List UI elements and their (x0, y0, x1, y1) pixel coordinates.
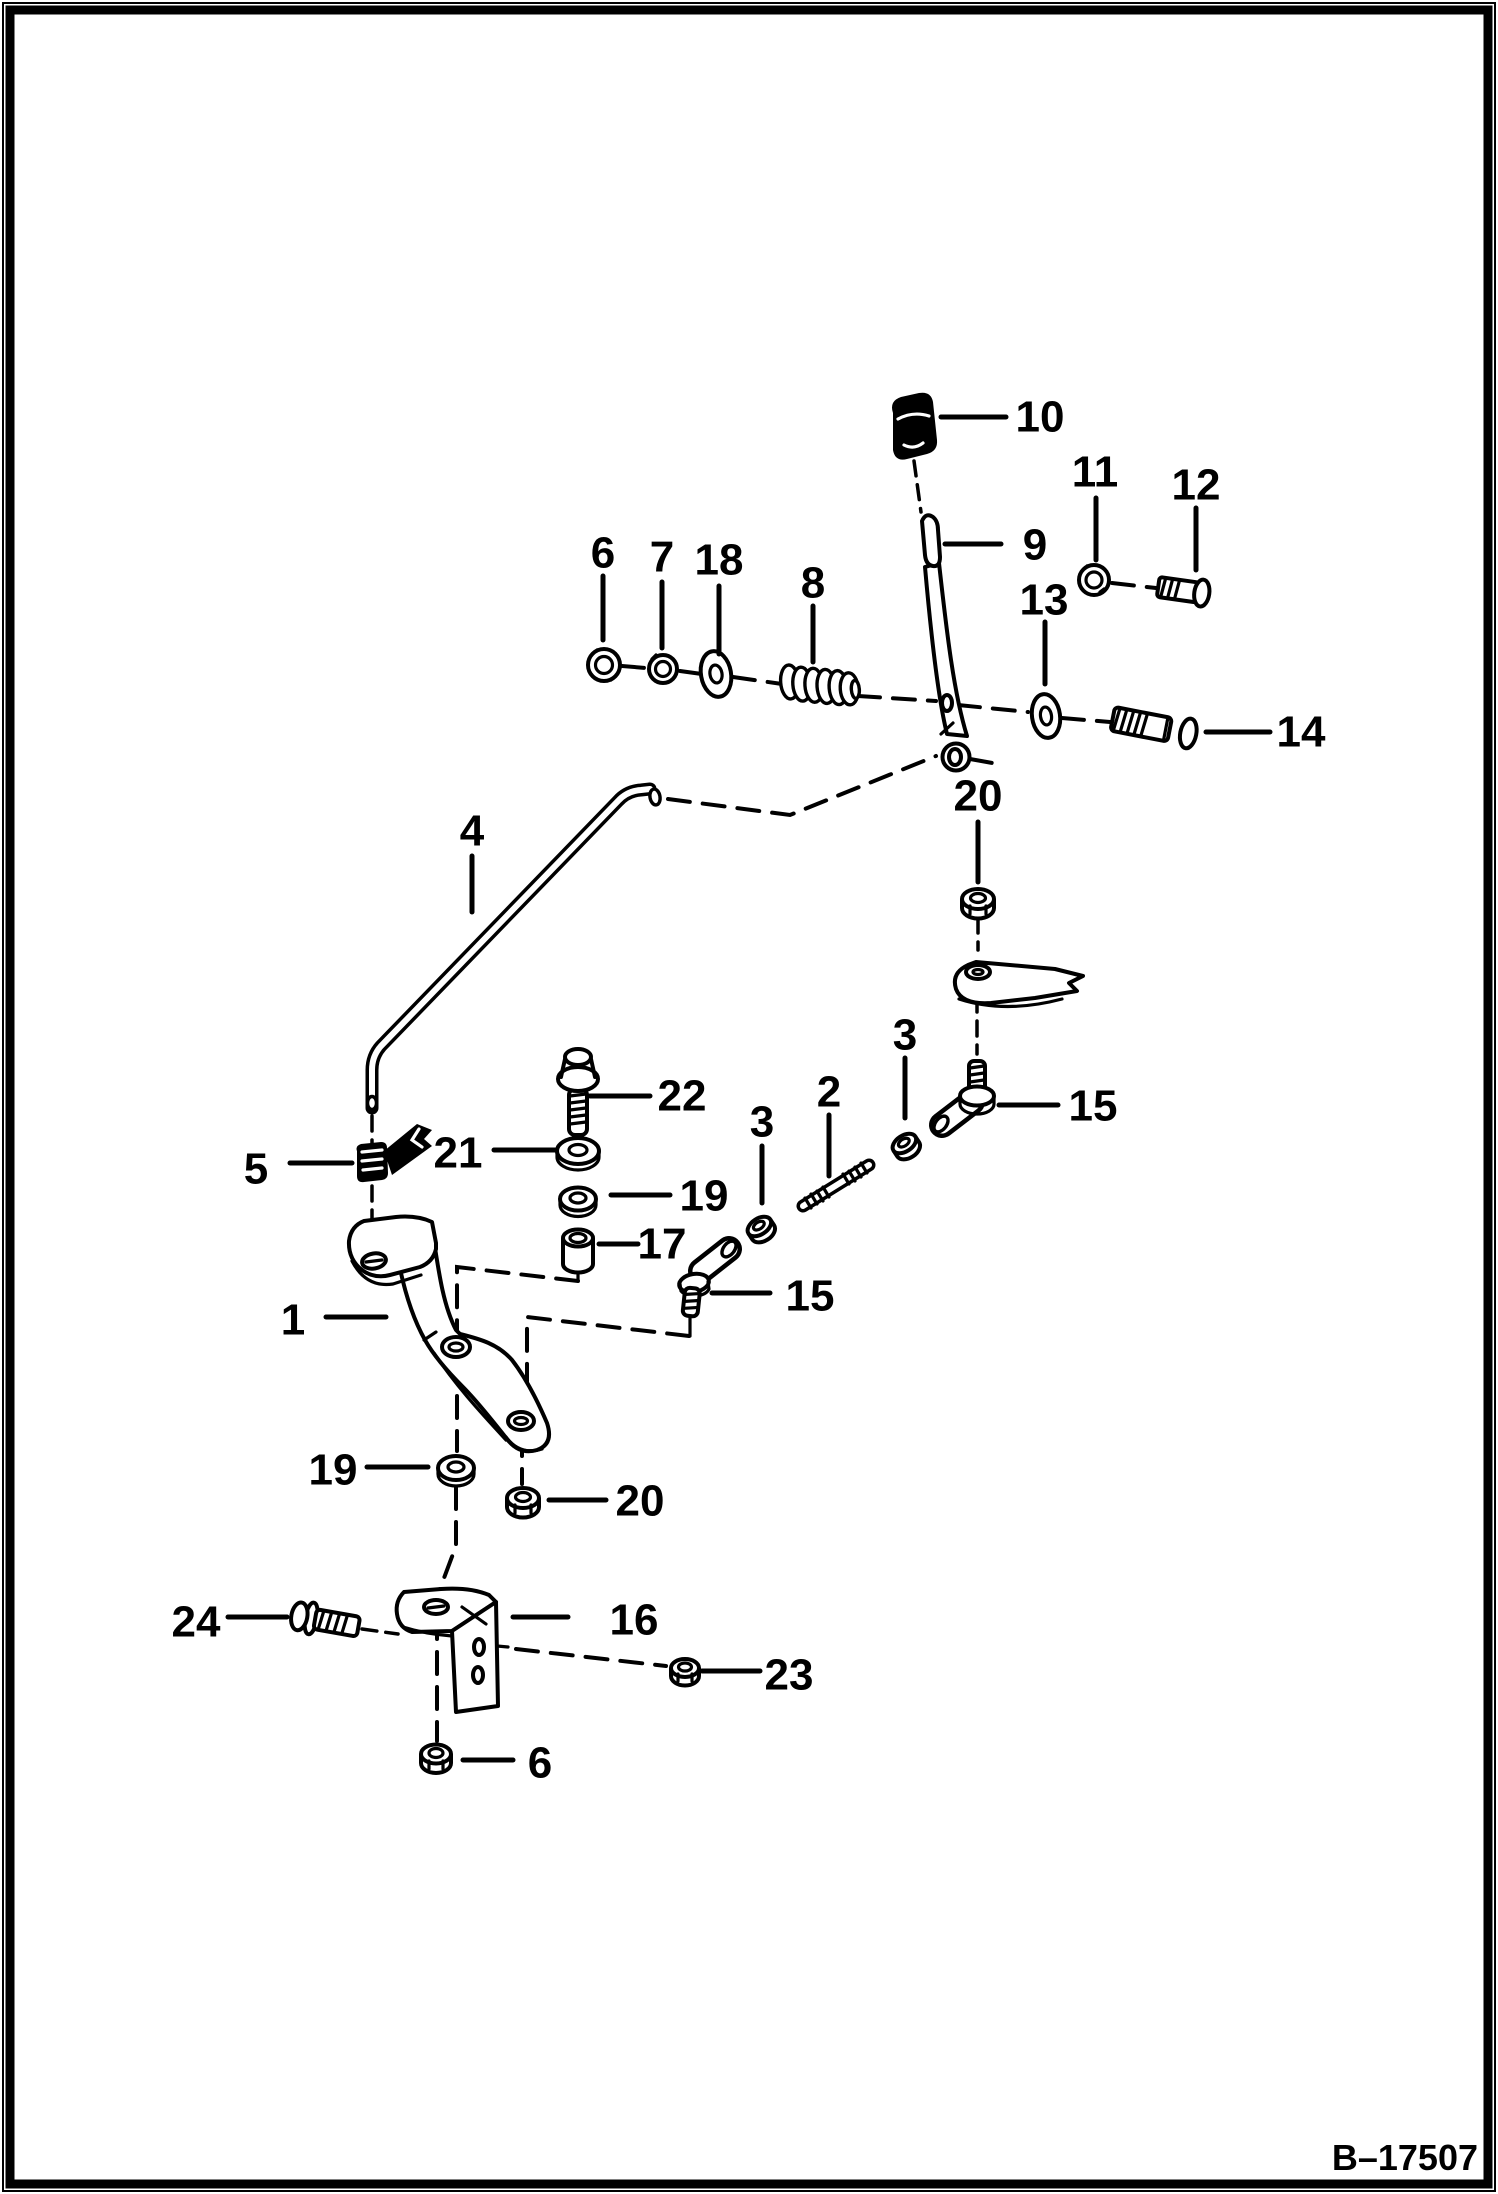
callout-part-10-0 (941, 393, 1064, 442)
knob-part-10 (892, 393, 937, 460)
washer-part-13 (1029, 692, 1063, 739)
callout-number: 8 (800, 558, 826, 608)
callout-part-7-7 (650, 533, 674, 649)
callout-part-11-2 (1072, 448, 1119, 561)
washer-part-19-bottom (438, 1456, 474, 1486)
figure-code: B–17507 (1331, 2137, 1478, 2178)
locknut-part-23 (671, 1659, 699, 1686)
rod-part-4 (368, 788, 662, 1109)
callout-number: 5 (243, 1144, 269, 1194)
callout-number: 15 (785, 1271, 835, 1321)
callout-part-12-3 (1172, 461, 1221, 571)
callout-part-20-24 (549, 1477, 664, 1526)
callout-number: 20 (615, 1476, 665, 1526)
callout-part-23-27 (702, 1651, 813, 1700)
callout-number: 19 (308, 1445, 358, 1495)
locknut-part-7 (649, 655, 677, 683)
callout-layer (172, 393, 1326, 1788)
callout-part-5-20 (244, 1145, 352, 1194)
callout-number: 9 (1022, 520, 1048, 570)
callout-number: 23 (764, 1650, 814, 1700)
callout-number: 4 (459, 806, 485, 856)
bracket-part-1 (349, 1217, 549, 1452)
callout-number: 20 (953, 771, 1003, 821)
callout-part-16-26 (513, 1596, 658, 1645)
locknut-part-11 (1079, 565, 1109, 595)
callout-part-15-15 (999, 1082, 1117, 1131)
callout-part-24-25 (172, 1598, 287, 1647)
callout-part-13-4 (1020, 576, 1069, 685)
bolt-part-12 (1156, 574, 1211, 608)
washer-part-19-top (560, 1188, 596, 1217)
locknut-part-20-top (962, 889, 994, 919)
bolt-part-14 (1110, 704, 1199, 750)
callout-number: 6 (590, 528, 616, 578)
callout-number: 24 (171, 1597, 221, 1647)
jam-nut-part-3-bottom (744, 1213, 779, 1247)
callout-number: 10 (1015, 392, 1065, 442)
bolt-part-22 (558, 1049, 598, 1135)
callout-number: 3 (749, 1097, 775, 1147)
callout-number: 14 (1276, 707, 1326, 757)
jam-nut-part-3-top (889, 1130, 924, 1164)
clip-part-5 (357, 1124, 433, 1182)
callout-part-19-18 (611, 1172, 728, 1221)
spacer-part-17 (563, 1230, 593, 1273)
callout-part-19-23 (309, 1446, 428, 1495)
washer-part-18 (697, 649, 735, 700)
callout-part-6-28 (463, 1739, 552, 1788)
callout-number: 15 (1068, 1081, 1118, 1131)
callout-part-15-21 (712, 1272, 834, 1321)
bolt-part-24 (289, 1599, 362, 1642)
callout-number: 16 (609, 1595, 659, 1645)
locknut-part-20-bottom (507, 1488, 539, 1518)
callout-part-18-8 (695, 536, 744, 655)
callout-part-22-16 (590, 1072, 706, 1121)
callout-part-21-17 (434, 1129, 556, 1178)
callout-part-17-19 (599, 1220, 686, 1269)
callout-part-8-9 (801, 559, 825, 663)
ball-joint-part-15-top (931, 1061, 994, 1134)
callout-number: 22 (657, 1071, 707, 1121)
callout-number: 21 (433, 1128, 483, 1178)
callout-number: 18 (694, 535, 744, 585)
callout-part-4-10 (460, 807, 485, 913)
callout-part-6-6 (591, 529, 615, 641)
callout-number: 12 (1171, 460, 1221, 510)
callout-number: 3 (892, 1010, 918, 1060)
bracket-part-16 (397, 1589, 498, 1712)
callout-number: 17 (637, 1219, 687, 1269)
callout-number: 6 (527, 1738, 553, 1788)
callout-number: 13 (1019, 575, 1069, 625)
callout-part-2-13 (817, 1068, 841, 1177)
washer-part-21 (557, 1138, 599, 1170)
ball-joint-part-15-bottom (678, 1239, 739, 1317)
spring-part-8 (779, 660, 860, 709)
callout-number: 1 (280, 1295, 306, 1345)
callout-number: 7 (649, 532, 675, 582)
callout-number: 2 (816, 1067, 842, 1117)
callout-part-20-11 (954, 772, 1003, 883)
callout-part-3-14 (750, 1098, 774, 1204)
callout-part-1-22 (281, 1296, 386, 1345)
callout-number: 11 (1071, 447, 1119, 497)
callout-number: 19 (679, 1171, 729, 1221)
locknut-part-6-bottom (421, 1745, 451, 1774)
callout-part-14-5 (1206, 708, 1326, 757)
hand-lever-part-9 (922, 515, 970, 770)
threaded-rod-part-2 (803, 1163, 869, 1208)
callout-part-9-1 (945, 521, 1047, 570)
callout-part-3-12 (893, 1011, 917, 1119)
locknut-part-6-top (588, 649, 620, 681)
stop-plate (955, 962, 1083, 1007)
